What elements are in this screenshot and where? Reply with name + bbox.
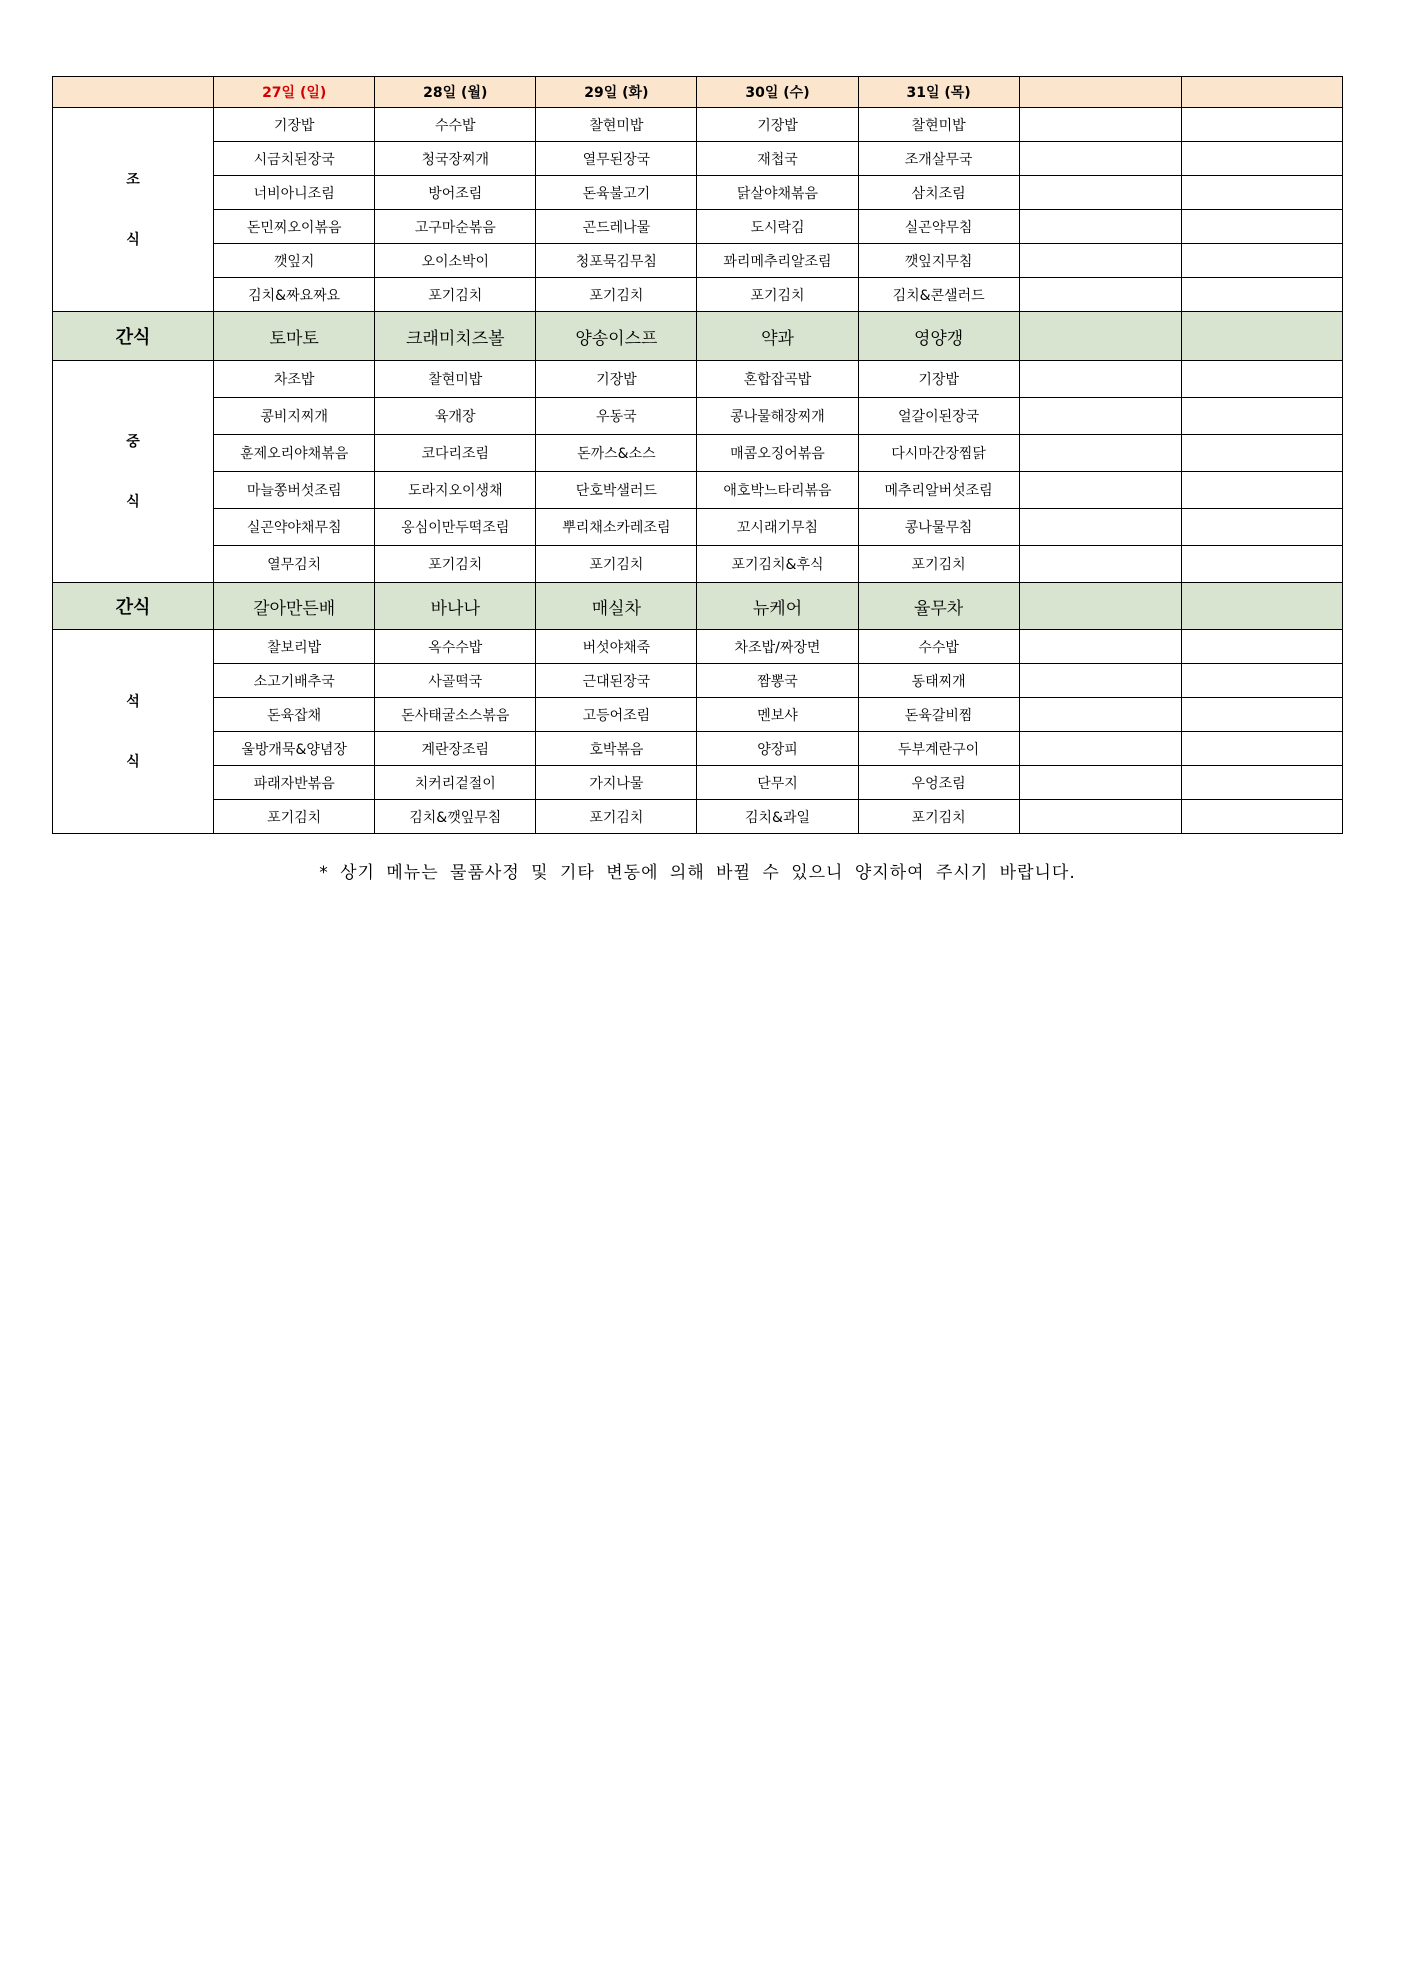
menu-item-cell: 곤드레나물 xyxy=(536,210,697,244)
day-header-cell: 29일 (화) xyxy=(536,77,697,108)
day-header-cell: 30일 (수) xyxy=(697,77,858,108)
menu-item-cell: 두부계란구이 xyxy=(858,732,1019,766)
menu-item-cell: 포기김치 xyxy=(858,546,1019,583)
menu-item-cell: 찰현미밥 xyxy=(858,108,1019,142)
menu-item-cell xyxy=(1019,698,1181,732)
dinner-label-char: 석 xyxy=(126,693,140,710)
menu-item-cell: 메추리알버섯조림 xyxy=(858,472,1019,509)
menu-item-cell: 깻잎지 xyxy=(214,244,375,278)
menu-item-cell: 콩비지찌개 xyxy=(214,398,375,435)
day-header-cell: 31일 (목) xyxy=(858,77,1019,108)
menu-item-cell xyxy=(1019,278,1181,312)
menu-item-cell: 포기김치 xyxy=(214,800,375,834)
menu-item-cell: 꼬시래기무침 xyxy=(697,509,858,546)
menu-item-cell xyxy=(1019,398,1181,435)
menu-item-cell: 가지나물 xyxy=(536,766,697,800)
menu-item-cell: 찰현미밥 xyxy=(375,361,536,398)
menu-item-cell: 시금치된장국 xyxy=(214,142,375,176)
menu-item-cell xyxy=(1019,800,1181,834)
dinner-row xyxy=(53,664,1343,698)
menu-item-cell: 포기김치 xyxy=(536,278,697,312)
menu-item-cell: 차조밥 xyxy=(214,361,375,398)
menu-item-cell xyxy=(1181,108,1342,142)
snack-item-cell xyxy=(1181,312,1342,361)
menu-item-cell: 호박볶음 xyxy=(536,732,697,766)
menu-item-cell: 버섯야채죽 xyxy=(536,630,697,664)
lunch-label xyxy=(53,361,214,583)
snack-item-cell: 바나나 xyxy=(375,583,536,630)
menu-item-cell xyxy=(1019,435,1181,472)
menu-item-cell: 혼합잡곡밥 xyxy=(697,361,858,398)
snack-item-cell: 토마토 xyxy=(214,312,375,361)
menu-item-cell xyxy=(1181,800,1342,834)
day-header-cell: 28일 (월) xyxy=(375,77,536,108)
menu-item-cell: 양장피 xyxy=(697,732,858,766)
snack-item-cell xyxy=(1019,583,1181,630)
menu-item-cell: 포기김치 xyxy=(375,546,536,583)
menu-item-cell xyxy=(1019,546,1181,583)
menu-item-cell xyxy=(1181,244,1342,278)
menu-item-cell: 돈사태굴소스볶음 xyxy=(375,698,536,732)
snack-item-cell: 영양갱 xyxy=(858,312,1019,361)
header-corner-cell xyxy=(53,77,214,108)
dinner-label xyxy=(53,630,214,834)
menu-item-cell: 기장밥 xyxy=(536,361,697,398)
snack-item-cell: 뉴케어 xyxy=(697,583,858,630)
menu-item-cell: 오이소박이 xyxy=(375,244,536,278)
menu-item-cell xyxy=(1181,630,1342,664)
menu-item-cell: 뿌리채소카레조림 xyxy=(536,509,697,546)
breakfast-row xyxy=(53,244,1343,278)
menu-item-cell: 실곤약무침 xyxy=(858,210,1019,244)
menu-item-cell: 돈까스&소스 xyxy=(536,435,697,472)
dinner-row xyxy=(53,698,1343,732)
menu-item-cell: 콩나물해장찌개 xyxy=(697,398,858,435)
menu-item-cell: 재첩국 xyxy=(697,142,858,176)
lunch-label-char: 중 xyxy=(126,433,140,450)
menu-item-cell: 마늘쫑버섯조림 xyxy=(214,472,375,509)
breakfast-label-char: 조 xyxy=(126,171,140,188)
breakfast-row xyxy=(53,142,1343,176)
menu-item-cell: 도라지오이생채 xyxy=(375,472,536,509)
menu-item-cell: 소고기배추국 xyxy=(214,664,375,698)
menu-item-cell: 근대된장국 xyxy=(536,664,697,698)
menu-item-cell: 포기김치 xyxy=(697,278,858,312)
snack-item-cell: 크래미치즈볼 xyxy=(375,312,536,361)
lunch-row xyxy=(53,546,1343,583)
snack1-label: 간식 xyxy=(53,312,214,361)
menu-item-cell: 우동국 xyxy=(536,398,697,435)
menu-item-cell: 치커리겉절이 xyxy=(375,766,536,800)
menu-item-cell: 김치&짜요짜요 xyxy=(214,278,375,312)
menu-item-cell xyxy=(1181,435,1342,472)
menu-item-cell xyxy=(1019,142,1181,176)
dinner-row xyxy=(53,630,1343,664)
menu-item-cell: 차조밥/짜장면 xyxy=(697,630,858,664)
menu-item-cell xyxy=(1019,630,1181,664)
breakfast-row xyxy=(53,278,1343,312)
menu-item-cell: 동태찌개 xyxy=(858,664,1019,698)
snack-item-cell: 약과 xyxy=(697,312,858,361)
snack-item-cell xyxy=(1019,312,1181,361)
menu-item-cell: 김치&깻잎무침 xyxy=(375,800,536,834)
menu-item-cell: 실곤약야채무침 xyxy=(214,509,375,546)
menu-item-cell: 청포묵김무침 xyxy=(536,244,697,278)
menu-item-cell: 다시마간장찜닭 xyxy=(858,435,1019,472)
menu-item-cell: 짬뽕국 xyxy=(697,664,858,698)
menu-item-cell: 파래자반볶음 xyxy=(214,766,375,800)
dinner-row xyxy=(53,766,1343,800)
menu-item-cell: 계란장조림 xyxy=(375,732,536,766)
menu-item-cell: 기장밥 xyxy=(858,361,1019,398)
menu-item-cell xyxy=(1181,278,1342,312)
menu-item-cell: 방어조림 xyxy=(375,176,536,210)
lunch-row xyxy=(53,509,1343,546)
menu-item-cell: 얼갈이된장국 xyxy=(858,398,1019,435)
dinner-label-char: 식 xyxy=(126,753,140,770)
menu-item-cell: 열무된장국 xyxy=(536,142,697,176)
menu-item-cell xyxy=(1181,210,1342,244)
menu-item-cell xyxy=(1019,361,1181,398)
snack-item-cell: 갈아만든배 xyxy=(214,583,375,630)
menu-item-cell xyxy=(1019,732,1181,766)
menu-item-cell: 옹심이만두떡조림 xyxy=(375,509,536,546)
menu-item-cell xyxy=(1019,244,1181,278)
menu-item-cell: 꽈리메추리알조림 xyxy=(697,244,858,278)
snack-item-cell xyxy=(1181,583,1342,630)
menu-item-cell: 우엉조림 xyxy=(858,766,1019,800)
lunch-row xyxy=(53,398,1343,435)
dinner-row xyxy=(53,732,1343,766)
menu-item-cell: 고구마순볶음 xyxy=(375,210,536,244)
menu-item-cell: 돈육잡채 xyxy=(214,698,375,732)
menu-item-cell xyxy=(1181,472,1342,509)
menu-item-cell xyxy=(1181,766,1342,800)
menu-item-cell: 코다리조림 xyxy=(375,435,536,472)
snack1-row xyxy=(53,312,1343,361)
snack-item-cell: 매실차 xyxy=(536,583,697,630)
menu-item-cell: 열무김치 xyxy=(214,546,375,583)
snack-item-cell: 양송이스프 xyxy=(536,312,697,361)
snack2-label: 간식 xyxy=(53,583,214,630)
lunch-label-char: 식 xyxy=(126,493,140,510)
menu-item-cell: 도시락김 xyxy=(697,210,858,244)
menu-item-cell: 찰보리밥 xyxy=(214,630,375,664)
menu-item-cell: 울방개묵&양념장 xyxy=(214,732,375,766)
menu-item-cell: 사골떡국 xyxy=(375,664,536,698)
menu-item-cell: 수수밥 xyxy=(858,630,1019,664)
menu-item-cell xyxy=(1181,698,1342,732)
menu-item-cell xyxy=(1181,361,1342,398)
menu-item-cell: 고등어조림 xyxy=(536,698,697,732)
menu-item-cell xyxy=(1181,142,1342,176)
menu-change-notice: * 상기 메뉴는 물품사정 및 기타 변동에 의해 바뀔 수 있으니 양지하여 주시기 바랍니다. xyxy=(319,863,1076,883)
lunch-row xyxy=(53,361,1343,398)
menu-item-cell: 찰현미밥 xyxy=(536,108,697,142)
menu-item-cell: 돈민찌오이볶음 xyxy=(214,210,375,244)
menu-item-cell: 애호박느타리볶음 xyxy=(697,472,858,509)
menu-item-cell: 콩나물무침 xyxy=(858,509,1019,546)
lunch-row xyxy=(53,472,1343,509)
dinner-row xyxy=(53,800,1343,834)
day-header-cell xyxy=(1019,77,1181,108)
menu-item-cell xyxy=(1019,472,1181,509)
menu-item-cell: 옥수수밥 xyxy=(375,630,536,664)
breakfast-row xyxy=(53,108,1343,142)
menu-item-cell: 훈제오리야채볶음 xyxy=(214,435,375,472)
menu-item-cell: 포기김치 xyxy=(536,800,697,834)
menu-item-cell: 멘보샤 xyxy=(697,698,858,732)
menu-item-cell xyxy=(1019,108,1181,142)
breakfast-row xyxy=(53,176,1343,210)
menu-item-cell: 삼치조림 xyxy=(858,176,1019,210)
menu-item-cell: 단호박샐러드 xyxy=(536,472,697,509)
menu-item-cell xyxy=(1019,664,1181,698)
menu-item-cell: 청국장찌개 xyxy=(375,142,536,176)
menu-item-cell: 깻잎지무침 xyxy=(858,244,1019,278)
lunch-row xyxy=(53,435,1343,472)
menu-item-cell xyxy=(1181,398,1342,435)
menu-item-cell xyxy=(1181,509,1342,546)
menu-item-cell: 돈육불고기 xyxy=(536,176,697,210)
breakfast-label xyxy=(53,108,214,312)
menu-item-cell: 단무지 xyxy=(697,766,858,800)
menu-item-cell xyxy=(1181,546,1342,583)
header-row xyxy=(53,77,1343,108)
menu-item-cell: 돈육갈비찜 xyxy=(858,698,1019,732)
breakfast-row xyxy=(53,210,1343,244)
menu-item-cell xyxy=(1181,176,1342,210)
snack2-row xyxy=(53,583,1343,630)
menu-item-cell xyxy=(1019,509,1181,546)
menu-item-cell xyxy=(1019,210,1181,244)
day-header-cell xyxy=(1181,77,1342,108)
menu-item-cell xyxy=(1019,176,1181,210)
menu-item-cell: 김치&콘샐러드 xyxy=(858,278,1019,312)
menu-item-cell xyxy=(1181,732,1342,766)
menu-item-cell: 기장밥 xyxy=(214,108,375,142)
menu-item-cell: 포기김치 xyxy=(375,278,536,312)
menu-item-cell: 매콤오징어볶음 xyxy=(697,435,858,472)
menu-item-cell: 포기김치 xyxy=(858,800,1019,834)
menu-item-cell xyxy=(1181,664,1342,698)
menu-item-cell: 너비아니조림 xyxy=(214,176,375,210)
menu-item-cell: 기장밥 xyxy=(697,108,858,142)
day-header-cell: 27일 (일) xyxy=(214,77,375,108)
menu-table-body xyxy=(53,77,1343,834)
snack-item-cell: 율무차 xyxy=(858,583,1019,630)
menu-item-cell: 육개장 xyxy=(375,398,536,435)
menu-item-cell xyxy=(1019,766,1181,800)
menu-item-cell: 조개살무국 xyxy=(858,142,1019,176)
breakfast-label-char: 식 xyxy=(126,231,140,248)
menu-item-cell: 김치&과일 xyxy=(697,800,858,834)
menu-item-cell: 닭살야채볶음 xyxy=(697,176,858,210)
menu-item-cell: 수수밥 xyxy=(375,108,536,142)
weekly-menu-table xyxy=(52,76,1343,834)
menu-item-cell: 포기김치&후식 xyxy=(697,546,858,583)
menu-item-cell: 포기김치 xyxy=(536,546,697,583)
